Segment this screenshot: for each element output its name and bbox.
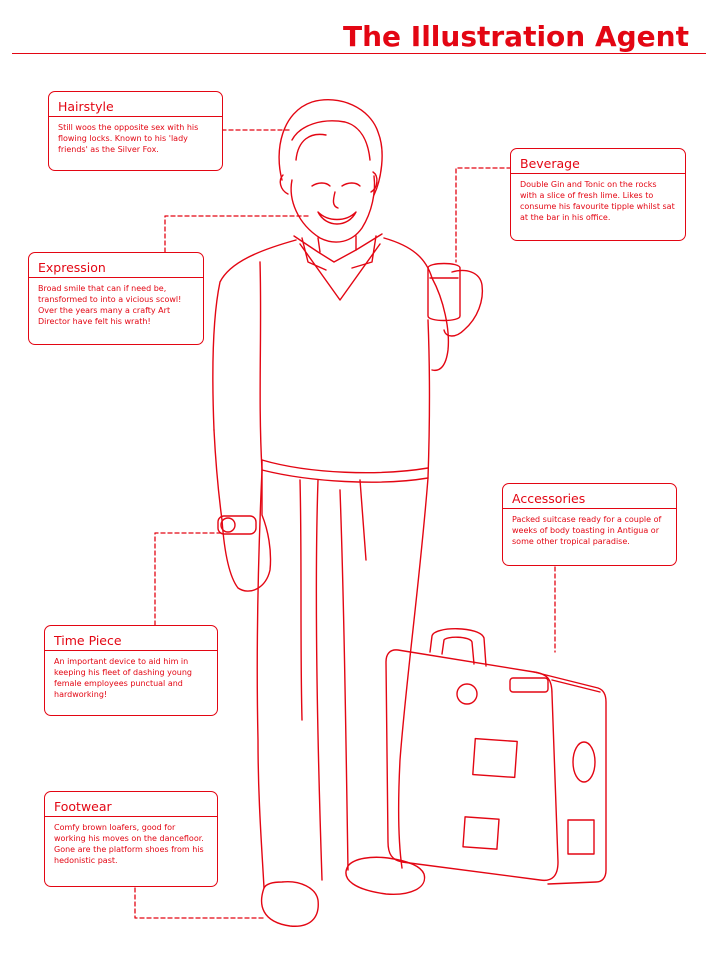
callout-accessories-title: Accessories — [503, 484, 676, 509]
left-leg-outer — [257, 470, 264, 888]
callout-expression-text: Broad smile that can if need be, transformed to into a vicious scowl! Over the years many a crafty Art Director have felt his wrath! — [38, 284, 182, 326]
hair — [279, 100, 382, 195]
callout-beverage-title: Beverage — [511, 149, 685, 174]
left-arm — [214, 430, 271, 591]
callout-beverage-text: Double Gin and Tonic on the rocks with a slice of fresh lime. Likes to consume his favourite tipple whilst sat at the bar in his office. — [520, 180, 675, 222]
left-leg-inner — [316, 480, 322, 880]
sweater-side — [260, 262, 262, 470]
callout-footwear-text: Comfy brown loafers, good for working his moves on the dancefloor. Gone are the platform shoes from his hedonistic past. — [54, 823, 204, 865]
callout-hairstyle — [48, 91, 223, 171]
callout-timepiece-title: Time Piece — [45, 626, 217, 651]
left-sleeve — [213, 240, 296, 430]
sweater-hem — [262, 320, 430, 482]
callout-accessories-text: Packed suitcase ready for a couple of weeks of body toasting in Antigua or some other tropical paradise. — [512, 515, 662, 546]
callout-expression-title: Expression — [29, 253, 203, 278]
callout-expression — [28, 252, 204, 345]
page-title: The Illustration Agent — [343, 20, 689, 53]
watch-face — [221, 518, 235, 532]
callout-accessories — [502, 483, 677, 566]
hand — [444, 271, 482, 336]
smile — [318, 212, 356, 224]
callout-footwear-title: Footwear — [45, 792, 217, 817]
right-leg-outer — [399, 478, 428, 868]
left-shoe — [262, 882, 319, 927]
callout-hairstyle-title: Hairstyle — [49, 92, 222, 117]
callout-timepiece — [44, 625, 218, 716]
suitcase — [386, 629, 606, 884]
callout-timepiece-text: An important device to aid him in keeping his fleet of dashing young female employees punctual and hardworking! — [54, 657, 192, 699]
face — [291, 176, 374, 242]
callout-hairstyle-text: Still woos the opposite sex with his flowing locks. Known to his 'lady friends' as the Silver Fox. — [58, 123, 199, 154]
v-neck — [300, 244, 380, 300]
callout-footwear — [44, 791, 218, 887]
right-leg-inner — [340, 490, 348, 870]
callout-beverage — [510, 148, 686, 241]
right-arm — [432, 278, 448, 370]
